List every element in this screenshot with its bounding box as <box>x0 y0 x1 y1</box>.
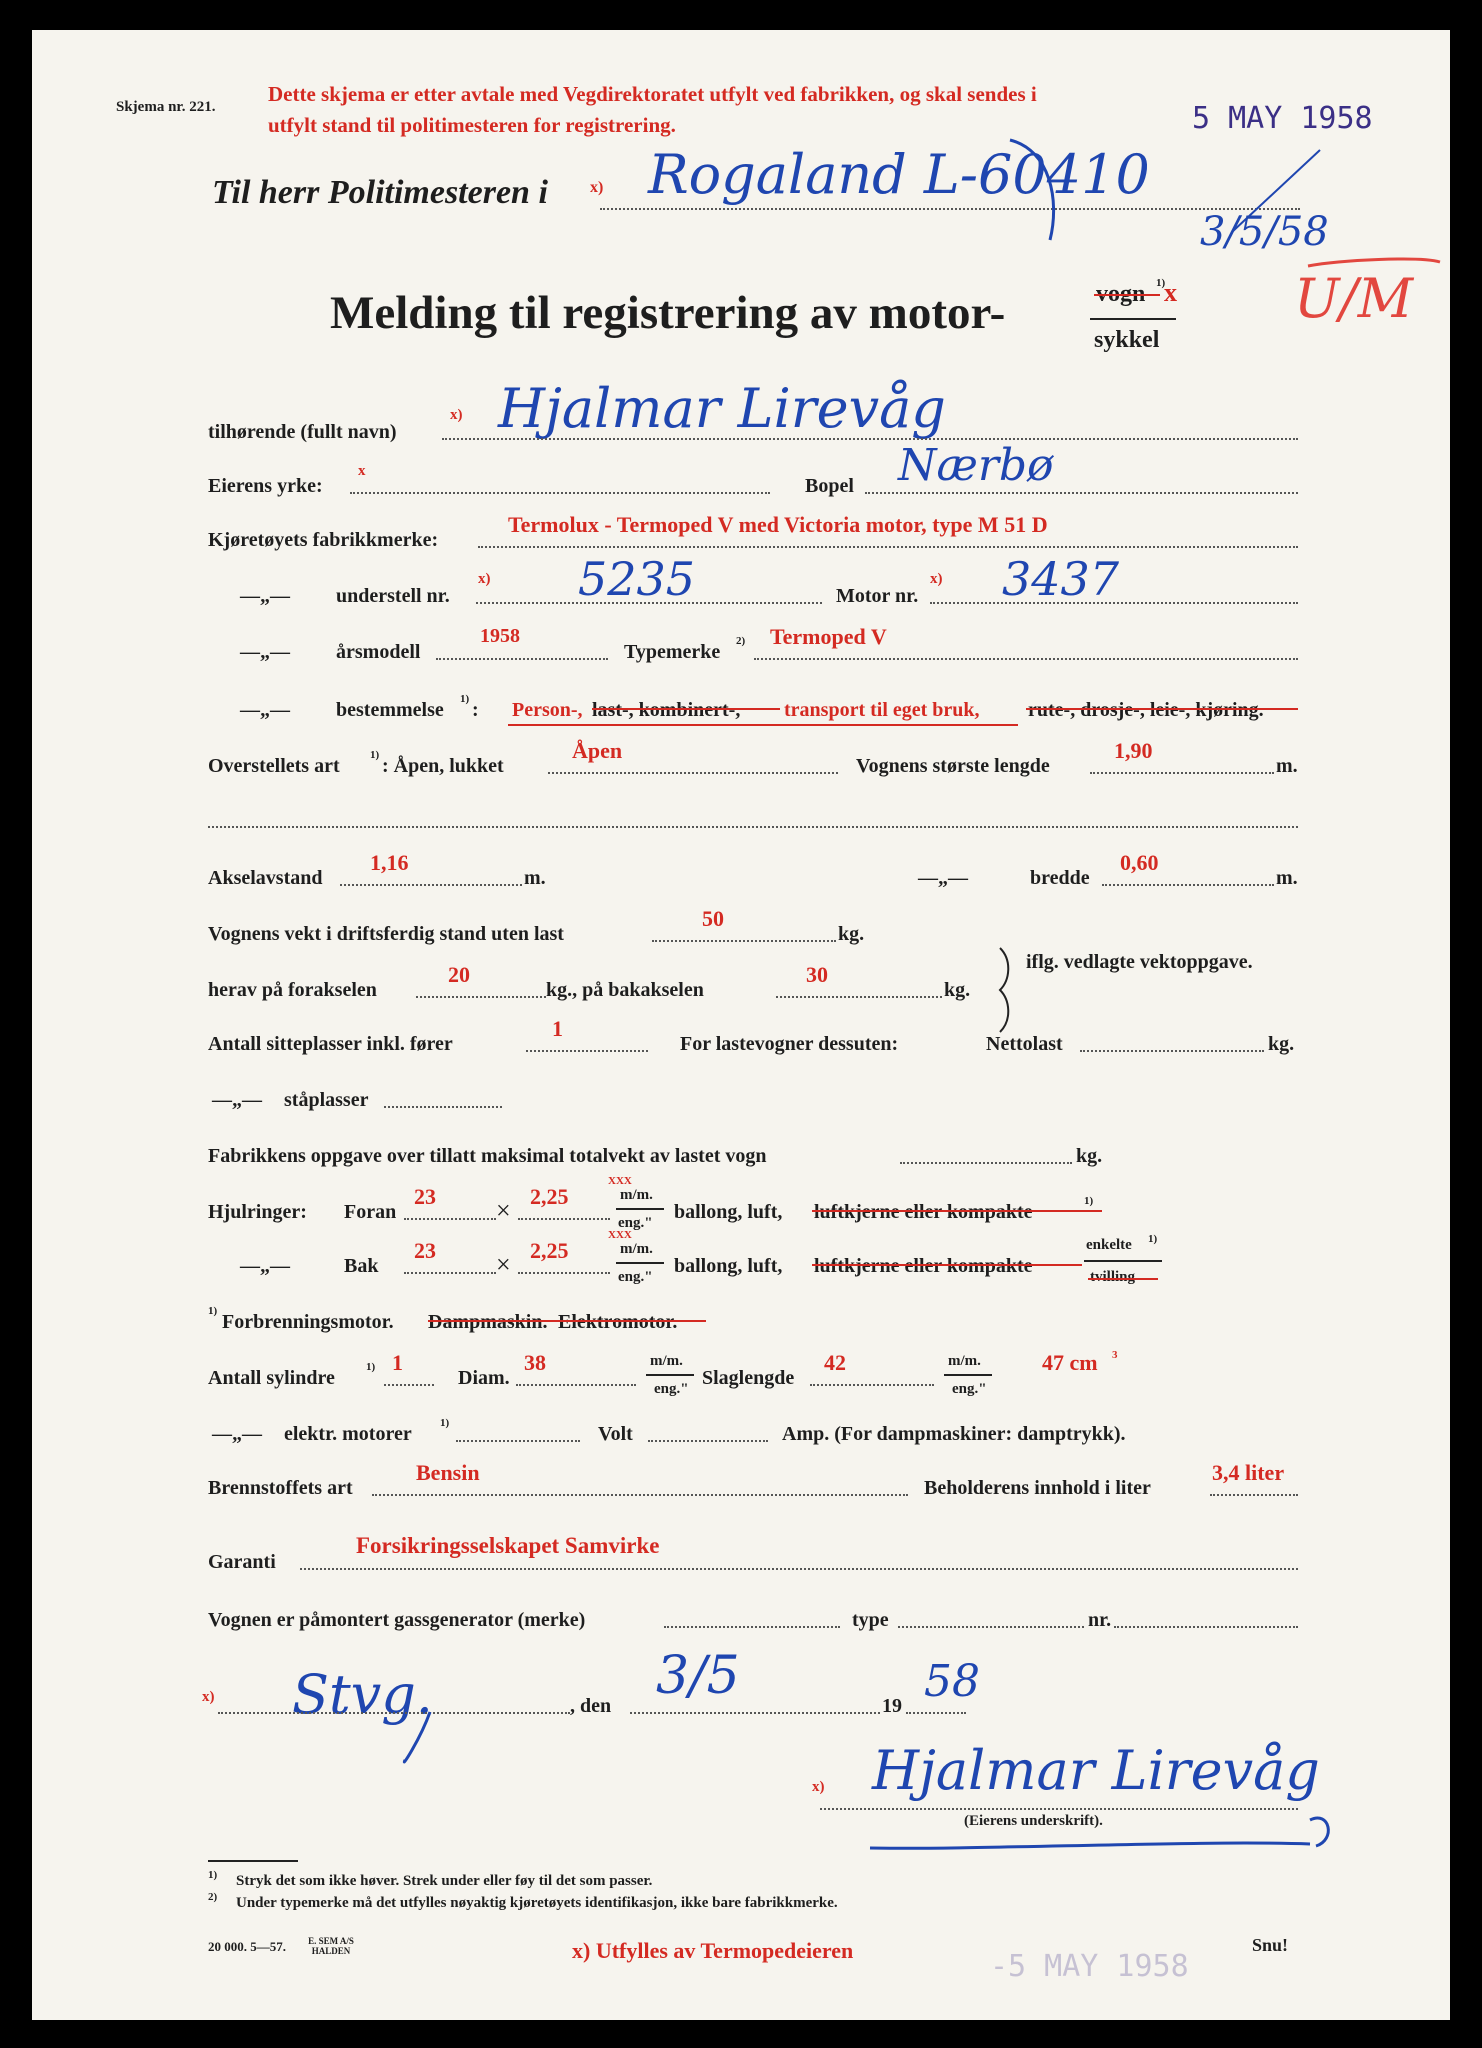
body-value: Åpen <box>572 738 623 763</box>
title-option-vogn: vogn <box>1096 281 1146 307</box>
type-label: Typemerke <box>624 641 721 663</box>
tires-front-label: Foran <box>344 1201 397 1223</box>
pen-stroke-tick <box>1010 140 1054 240</box>
rear-axle-value: 30 <box>806 962 828 987</box>
gas-generator-label: Vognen er påmontert gassgenerator (merke) <box>208 1609 586 1631</box>
pen-stroke-signature-underline <box>870 1843 1310 1848</box>
place-value: Stvg. <box>292 1663 433 1726</box>
ditto-mark: —„— <box>240 699 290 721</box>
tires-rear-types: ballong, luft, <box>674 1255 783 1277</box>
times-sign: × <box>496 1250 511 1279</box>
single-label: enkelte <box>1086 1237 1132 1253</box>
engine-type-sup: 1) <box>208 1305 218 1317</box>
engine-type-steam: Dampmaskin. <box>428 1311 548 1333</box>
weight-unit: kg. <box>838 923 865 945</box>
insurance-value: Forsikringsselskapet Samvirke <box>356 1533 660 1558</box>
pen-stroke-place <box>404 1712 430 1762</box>
fuel-label: Brennstoffets art <box>208 1477 353 1499</box>
wheelbase-unit: m. <box>524 867 546 889</box>
tires-front-eng: eng." <box>618 1215 653 1231</box>
length-unit: m. <box>1276 755 1298 777</box>
volume-sup: 3 <box>1112 1349 1118 1361</box>
type-sup: 2) <box>736 635 746 647</box>
ditto-mark: —„— <box>240 585 290 607</box>
title-x-mark: x <box>1164 278 1177 307</box>
insurance-label: Garanti <box>208 1551 276 1573</box>
purpose-label: bestemmelse <box>336 699 444 721</box>
engine-type-combustion: Forbrenningsmotor. <box>222 1311 394 1333</box>
stroke-label: Slaglengde <box>702 1367 795 1389</box>
form-title: Melding til registrering av motor- <box>330 287 1006 339</box>
pen-stroke-date-slash <box>1232 150 1320 232</box>
ditto-mark: —„— <box>240 1255 290 1277</box>
date-stamp: 5 MAY 1958 <box>1192 101 1373 136</box>
notice-line-2: utfylt stand til politimesteren for registrering. <box>268 113 676 137</box>
tires-rear-xxx: XXX <box>608 1229 632 1241</box>
motor-x-mark: x) <box>930 571 943 587</box>
turn-over-note: Snu! <box>1252 1935 1289 1955</box>
ditto-mark: —„— <box>212 1089 262 1111</box>
chassis-value: 5235 <box>578 552 696 606</box>
tires-rear-struck: luftkjerne eller kompakte <box>814 1255 1033 1277</box>
gas-type-label: type <box>852 1609 889 1631</box>
pen-stroke-red <box>1308 259 1440 266</box>
model-year-value: 1958 <box>480 625 520 647</box>
tank-label: Beholderens innhold i liter <box>924 1477 1151 1499</box>
weight-note: iflg. vedlagte vektoppgave. <box>1026 951 1253 973</box>
diam-mm: m/m. <box>650 1353 683 1369</box>
weight-brace <box>1000 948 1008 1032</box>
tires-rear-label: Bak <box>344 1255 379 1277</box>
title-option-sup: 1) <box>1156 277 1166 289</box>
standing-label: ståplasser <box>284 1089 369 1111</box>
length-label: Vognens største lengde <box>856 755 1050 777</box>
body-options: : Åpen, lukket <box>382 755 504 777</box>
form-number: Skjema nr. 221. <box>116 99 216 115</box>
occupation-x-mark: x <box>358 463 366 479</box>
tank-value: 3,4 liter <box>1212 1460 1285 1485</box>
tires-front-types: ballong, luft, <box>674 1201 783 1223</box>
fuel-value: Bensin <box>416 1460 480 1485</box>
tires-front-mm: m/m. <box>620 1187 653 1203</box>
title-option-sykkel: sykkel <box>1094 327 1160 353</box>
footnote-1-mark: 1) <box>208 1869 218 1881</box>
recipient-label: Til herr Politimesteren i <box>212 174 548 211</box>
diam-eng: eng." <box>654 1381 689 1397</box>
ditto-mark: —„— <box>212 1423 262 1445</box>
footnote-2: Under typemerke må det utfylles nøyaktig kjøretøyets identifikasjon, ikke bare fabrikkmerke. <box>236 1895 838 1911</box>
faded-date-stamp: -5 MAY 1958 <box>990 1949 1189 1984</box>
electric-sup: 1) <box>440 1417 450 1429</box>
recipient-x-mark: x) <box>590 179 604 196</box>
make-label: Kjøretøyets fabrikkmerke: <box>208 529 439 551</box>
ditto-mark: —„— <box>240 641 290 663</box>
pen-stroke-signature-end <box>1310 1818 1328 1846</box>
rear-axle-unit: kg. <box>944 979 971 1001</box>
owner-signature: Hjalmar Lirevåg <box>872 1739 1320 1802</box>
body-sup: 1) <box>370 749 380 761</box>
stroke-eng: eng." <box>952 1381 987 1397</box>
seats-value: 1 <box>552 1016 563 1041</box>
cylinders-value: 1 <box>392 1350 403 1375</box>
printer-name: E. SEM A/S HALDEN <box>308 1936 354 1956</box>
wheelbase-value: 1,16 <box>370 850 409 875</box>
owner-signature-label: (Eierens underskrift). <box>964 1813 1103 1829</box>
front-axle-label: herav på forakselen <box>208 979 377 1001</box>
type-value: Termoped V <box>770 624 887 649</box>
width-unit: m. <box>1276 867 1298 889</box>
electric-label: elektr. motorer <box>284 1423 412 1445</box>
body-label: Overstellets art <box>208 755 340 777</box>
seats-label: Antall sitteplasser inkl. fører <box>208 1033 453 1055</box>
purpose-sup: 1) <box>460 693 470 705</box>
tires-front-b: 2,25 <box>530 1184 569 1209</box>
chassis-x-mark: x) <box>478 571 491 587</box>
purpose-person: Person-, <box>512 699 583 721</box>
truck-label: For lastevogner dessuten: <box>680 1033 899 1055</box>
model-year-label: årsmodell <box>336 641 421 663</box>
motor-value: 3437 <box>1002 552 1120 606</box>
net-load-unit: kg. <box>1268 1033 1295 1055</box>
recipient-value: Rogaland L-60410 <box>648 143 1150 206</box>
tires-front-xxx: XXX <box>608 1175 632 1187</box>
tires-front-sup: 1) <box>1084 1195 1094 1207</box>
print-code: 20 000. 5—57. <box>208 1939 286 1954</box>
owner-label: tilhørende (fullt navn) <box>208 421 397 443</box>
date-value: 3/5 <box>656 1646 740 1706</box>
date-label: , den <box>570 1695 612 1717</box>
stroke-value: 42 <box>824 1350 846 1375</box>
purpose-colon: : <box>472 699 479 721</box>
footnote-2-mark: 2) <box>208 1891 218 1903</box>
gas-nr-label: nr. <box>1088 1609 1112 1631</box>
engine-type-electric: Elektromotor. <box>558 1311 678 1333</box>
stroke-mm: m/m. <box>948 1353 981 1369</box>
chassis-label: understell nr. <box>336 585 450 607</box>
purpose-struck-freight: last-, kombinert-, <box>592 699 741 721</box>
tires-rear-mm: m/m. <box>620 1241 653 1257</box>
residence-label: Bopel <box>805 475 854 497</box>
tires-rear-b: 2,25 <box>530 1238 569 1263</box>
owner-x-mark: x) <box>450 407 463 423</box>
year-value: 58 <box>924 1656 980 1707</box>
width-label: bredde <box>1030 867 1090 889</box>
volt-label: Volt <box>598 1423 633 1445</box>
tires-front-a: 23 <box>414 1184 436 1209</box>
tires-rear-a: 23 <box>414 1238 436 1263</box>
rear-axle-label: kg., på bakakselen <box>546 979 704 1001</box>
amp-label: Amp. (For dampmaskiner: damptrykk). <box>782 1423 1126 1445</box>
volume-value: 47 cm <box>1042 1350 1098 1375</box>
tires-front-struck: luftkjerne eller kompakte <box>814 1201 1033 1223</box>
place-x-mark: x) <box>202 1689 215 1705</box>
wheelbase-label: Akselavstand <box>208 867 323 889</box>
motor-label: Motor nr. <box>836 585 919 607</box>
residence-value: Nærbø <box>898 440 1054 491</box>
length-value: 1,90 <box>1114 738 1153 763</box>
weight-label: Vognens vekt i driftsferdig stand uten last <box>208 923 564 945</box>
occupation-label: Eierens yrke: <box>208 475 323 497</box>
purpose-struck-route: rute-, drosje-, leie-, kjøring. <box>1028 699 1264 721</box>
tires-rear-eng: eng." <box>618 1269 653 1285</box>
max-weight-unit: kg. <box>1076 1145 1103 1167</box>
diam-label: Diam. <box>458 1367 510 1389</box>
twin-label: tvilling <box>1090 1269 1136 1285</box>
weight-value: 50 <box>702 906 724 931</box>
ditto-mark: —„— <box>918 867 968 889</box>
cylinders-label: Antall sylindre <box>208 1367 335 1389</box>
purpose-own-use: transport til eget bruk, <box>784 699 980 721</box>
handwritten-date: 3/5/58 <box>1200 209 1329 255</box>
bottom-note: x) Utfylles av Termopedeieren <box>572 1938 854 1963</box>
handwritten-initials: U/M <box>1294 267 1413 330</box>
signature-x-mark: x) <box>812 1779 825 1795</box>
times-sign: × <box>496 1196 511 1225</box>
cylinders-sup: 1) <box>366 1361 376 1373</box>
year-prefix: 19 <box>882 1695 902 1717</box>
tires-label: Hjulringer: <box>208 1201 307 1223</box>
max-weight-label: Fabrikkens oppgave over tillatt maksimal totalvekt av lastet vogn <box>208 1145 767 1167</box>
net-load-label: Nettolast <box>986 1033 1063 1055</box>
make-value: Termolux - Termoped V med Victoria motor, type M 51 D <box>508 512 1048 537</box>
front-axle-value: 20 <box>448 962 470 987</box>
single-sup: 1) <box>1148 1233 1158 1245</box>
notice-line-1: Dette skjema er etter avtale med Vegdirektoratet utfylt ved fabrikken, og skal sendes i <box>268 82 1037 106</box>
footnote-1: Stryk det som ikke høver. Strek under eller føy til det som passer. <box>236 1873 653 1889</box>
owner-value: Hjalmar Lirevåg <box>498 377 946 440</box>
width-value: 0,60 <box>1120 850 1159 875</box>
diam-value: 38 <box>524 1350 546 1375</box>
